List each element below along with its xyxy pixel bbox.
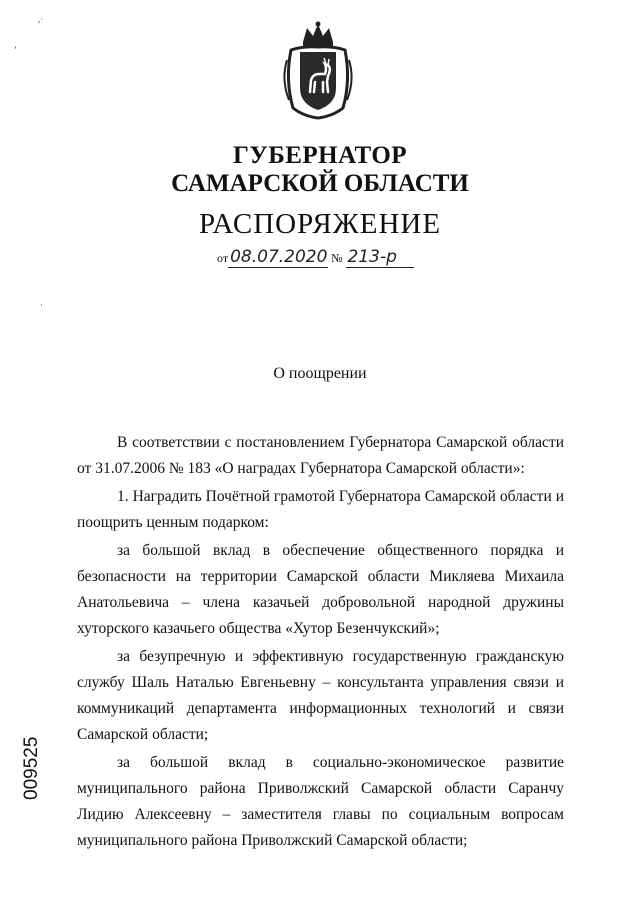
paragraph: В соответствии с постановлением Губернатора Самарской области от 31.07.2006 № 183 «О наградах Губернатора Самарской области»: [77, 434, 564, 477]
coat-of-arms-icon [283, 20, 353, 120]
paragraph: за большой вклад в социально-экономическое развитие муниципального района Приволжский Самарской области Саранчу Лидию Алексеевну – заместителя главы по социальным вопросам муниципального района Приволжский Самарской области; [77, 754, 564, 849]
date-number-line [217, 247, 414, 268]
paragraph: за большой вклад в обеспечение общественного порядка и безопасности на территории Самарской области Микляева Михаила Анатольевича – члена казачьей добровольной народной дружины хуторского казачьего общества «Хутор Безенчукский»; [77, 542, 564, 637]
paragraph: за безупречную и эффективную государственную гражданскую службу Шаль Наталью Евгеньевну – консультанта управления связи и коммуникаций департамента информационных технологий и связи Самарской области; [77, 648, 564, 743]
scan-mark: ʼ [14, 45, 17, 55]
document-subject: О поощрении [273, 365, 367, 382]
number-prefix: № [331, 251, 343, 265]
document-date: 08.07.2020 [230, 247, 328, 267]
document-type: РАСПОРЯЖЕНИЕ [198, 208, 442, 240]
issuer-title-line1: ГУБЕРНАТОР [232, 142, 408, 169]
document-body [77, 430, 564, 854]
scan-mark: ,· [38, 14, 44, 24]
side-serial-number: 009525 [21, 736, 42, 800]
document-number: 213-р [346, 247, 414, 268]
date-prefix: от [217, 251, 229, 265]
paragraph: 1. Наградить Почётной грамотой Губернатора Самарской области и поощрить ценным подарком: [77, 488, 564, 531]
issuer-title-line2: САМАРСКОЙ ОБЛАСТИ [171, 170, 469, 197]
scan-mark: · [40, 300, 43, 310]
